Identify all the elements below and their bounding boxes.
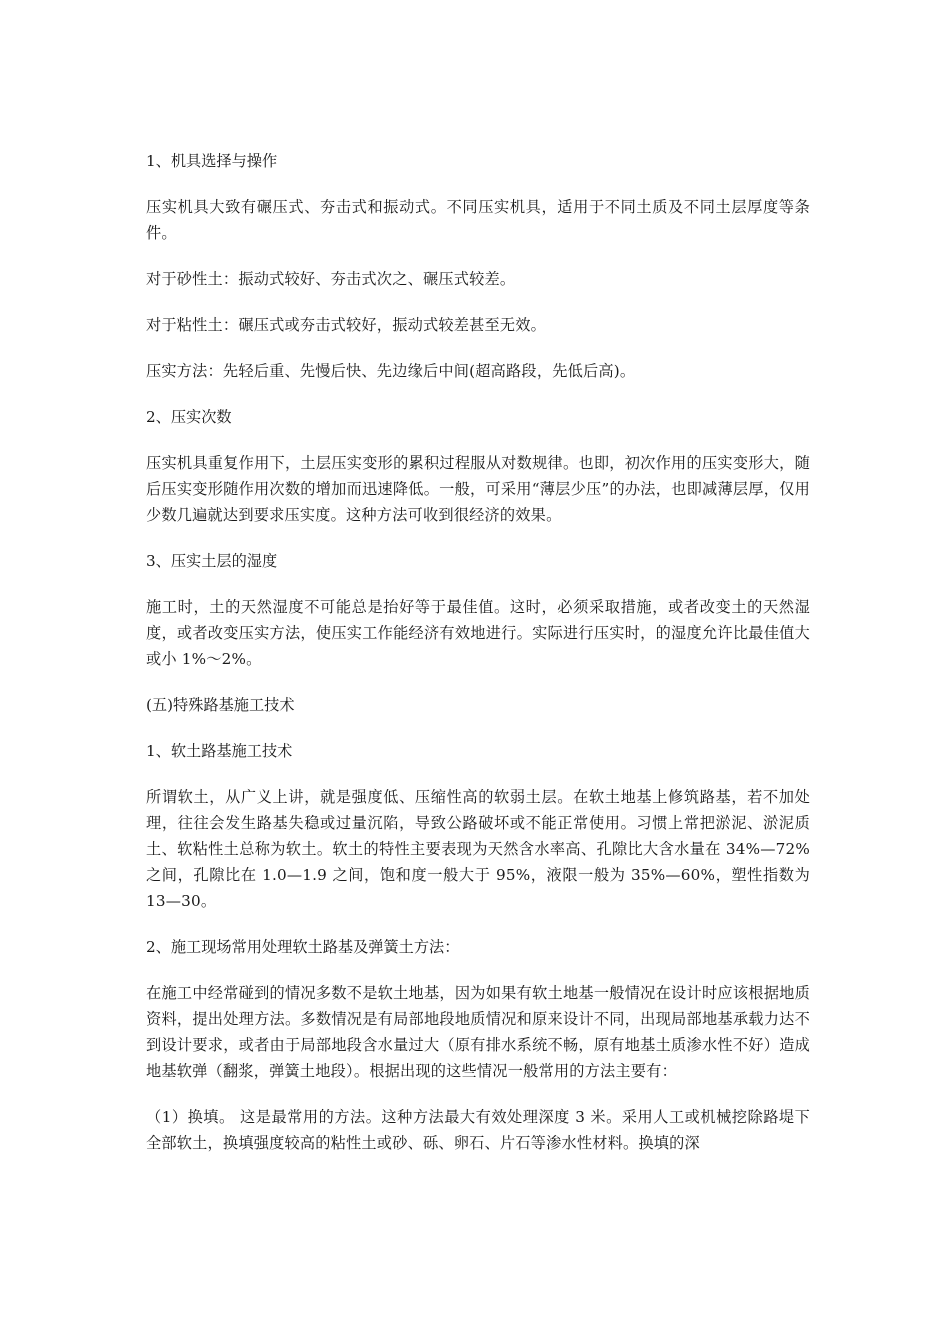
paragraph-replacement-method: （1）换填。 这是最常用的方法。这种方法最大有效处理深度 3 米。采用人工或机械挖除路堤下全部软土，换填强度较高的粘性土或砂、砾、卵石、片石等渗水性材料。换填的深	[146, 1108, 810, 1152]
paragraph-sandy-soil: 对于砂性土：振动式较好、夯击式次之、碾压式较差。	[146, 270, 516, 288]
part-heading-special-subgrade: (五)特殊路基施工技术	[146, 696, 295, 714]
section-heading-compaction-passes: 2、压实次数	[146, 408, 232, 426]
paragraph-soil-moisture: 施工时，土的天然湿度不可能总是抬好等于最佳值。这时，必须采取措施，或者改变土的天然湿度，或者改变压实方法，使压实工作能经济有效地进行。实际进行压实时，的湿度允许比最佳值大或小 1%～2%。	[146, 598, 810, 668]
document-page	[146, 148, 810, 1176]
section-heading-soft-soil: 1、软土路基施工技术	[146, 742, 293, 760]
section-heading-treatment-methods: 2、施工现场常用处理软土路基及弹簧土方法：	[146, 938, 460, 956]
paragraph-treatment-context: 在施工中经常碰到的情况多数不是软土地基，因为如果有软土地基一般情况在设计时应该根据地质资料，提出处理方法。多数情况是有局部地段地质情况和原来设计不同，出现局部地基承载力达不到设计要求，或者由于局部地段含水量过大（原有排水系统不畅，原有地基土质渗水性不好）造成地基软弹（翻浆，弹簧土地段）。根据出现的这些情况一般常用的方法主要有：	[146, 984, 810, 1080]
paragraph-compaction-passes: 压实机具重复作用下，土层压实变形的累积过程服从对数规律。也即，初次作用的压实变形大，随后压实变形随作用次数的增加而迅速降低。一般，可采用“薄层少压”的办法，也即减薄层厚，仅用少数几遍就达到要求压实度。这种方法可收到很经济的效果。	[146, 454, 810, 524]
section-heading-soil-moisture: 3、压实土层的湿度	[146, 552, 278, 570]
paragraph-soft-soil-definition: 所谓软土，从广义上讲，就是强度低、压缩性高的软弱土层。在软土地基上修筑路基，若不加处理，往往会发生路基失稳或过量沉陷，导致公路破坏或不能正常使用。习惯上常把淤泥、淤泥质土、软粘性土总称为软土。软土的特性主要表现为天然含水率高、孔隙比大含水量在 34%—72%之间，孔隙比在 1.0—1.9 之间，饱和度一般大于 95%，液限一般为 35%—60%，塑性指数为 13—30。	[146, 788, 810, 910]
paragraph-compaction-tools: 压实机具大致有碾压式、夯击式和振动式。不同压实机具，适用于不同土质及不同土层厚度等条件。	[146, 198, 810, 242]
paragraph-clay-soil: 对于粘性土：碾压式或夯击式较好，振动式较差甚至无效。	[146, 316, 547, 334]
section-heading-tool-selection: 1、机具选择与操作	[146, 152, 278, 170]
paragraph-compaction-method: 压实方法：先轻后重、先慢后快、先边缘后中间(超高路段，先低后高)。	[146, 362, 636, 380]
